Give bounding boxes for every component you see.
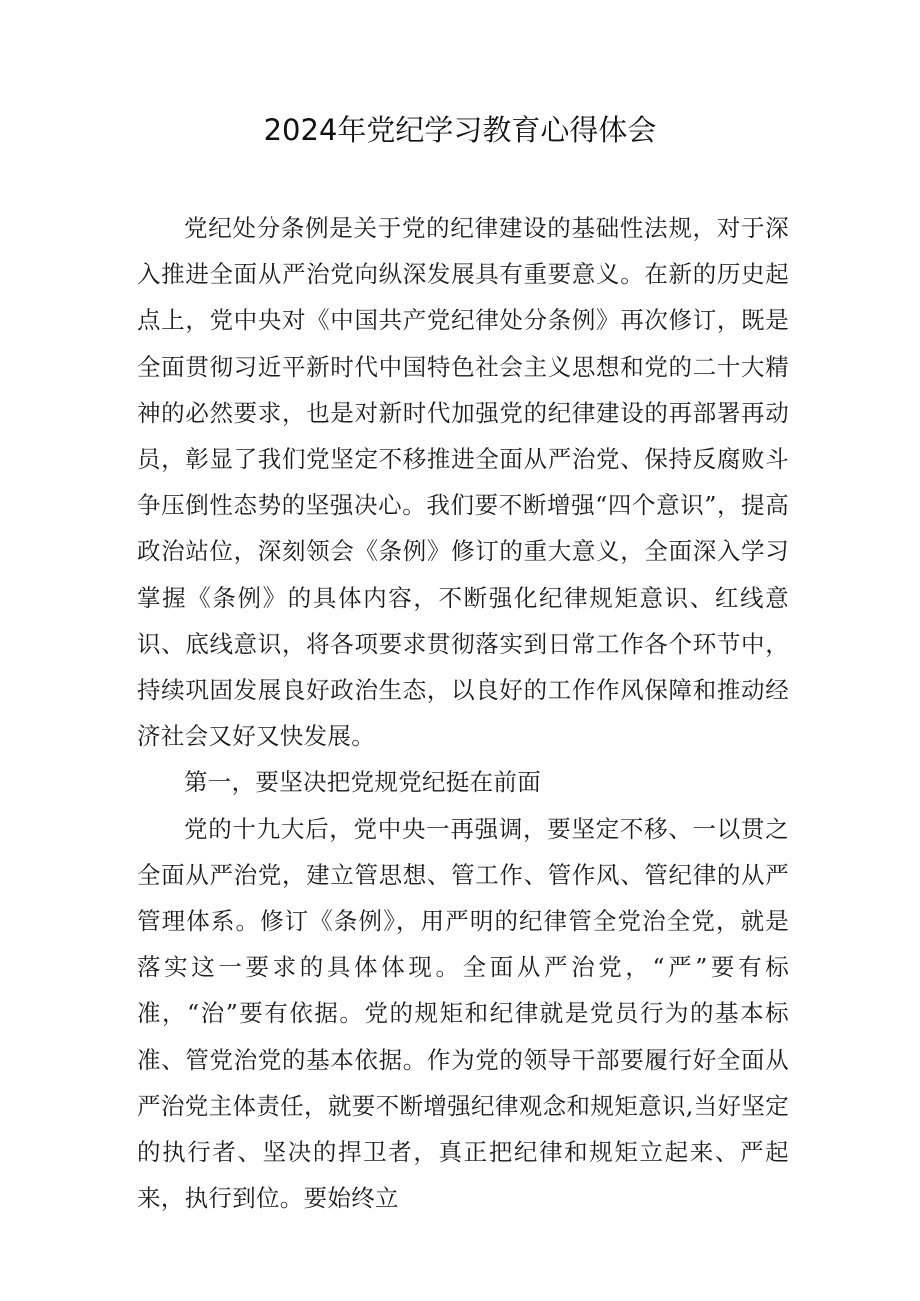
document-body <box>137 205 789 1221</box>
document-title: 2024年党纪学习教育心得体会 <box>263 113 657 147</box>
section-heading-first: 第一，要坚决把党规党纪挺在前面 <box>184 768 541 797</box>
paragraph-intro: 党纪处分条例是关于党的纪律建设的基础性法规，对于深入推进全面从严治党向纵深发展具有重要意义。在新的历史起点上，党中央对《中国共产党纪律处分条例》再次修订，既是全面贯彻习近平新时代中国特色社会主义思想和党的二十大精神的必然要求，也是对新时代加强党的纪律建设的再部署再动员，彰显了我们党坚定不移推进全面从严治党、保持反腐败斗争压倒性态势的坚强决心。我们要不断增强“四个意识”，提高政治站位，深刻领会《条例》修订的重大意义，全面深入学习掌握《条例》的具体内容，不断强化纪律规矩意识、红线意识、底线意识，将各项要求贯彻落实到日常工作各个环节中，持续巩固发展良好政治生态，以良好的工作作风保障和推动经济社会又好又快发展。 <box>137 214 789 751</box>
paragraph-section-one: 党的十九大后，党中央一再强调，要坚定不移、一以贯之全面从严治党，建立管思想、管工作、管作风、管纪律的从严管理体系。修订《条例》，用严明的纪律管全党治全党，就是落实这一要求的具体体现。全面从严治党，“严”要有标准，“治”要有依据。党的规矩和纪律就是党员行为的基本标准、管党治党的基本依据。作为党的领导干部要履行好全面从严治党主体责任，就要不断增强纪律观念和规矩意识,当好坚定的执行者、坚决的捍卫者，真正把纪律和规矩立起来、严起来，执行到位。要始终立 <box>137 814 789 1213</box>
